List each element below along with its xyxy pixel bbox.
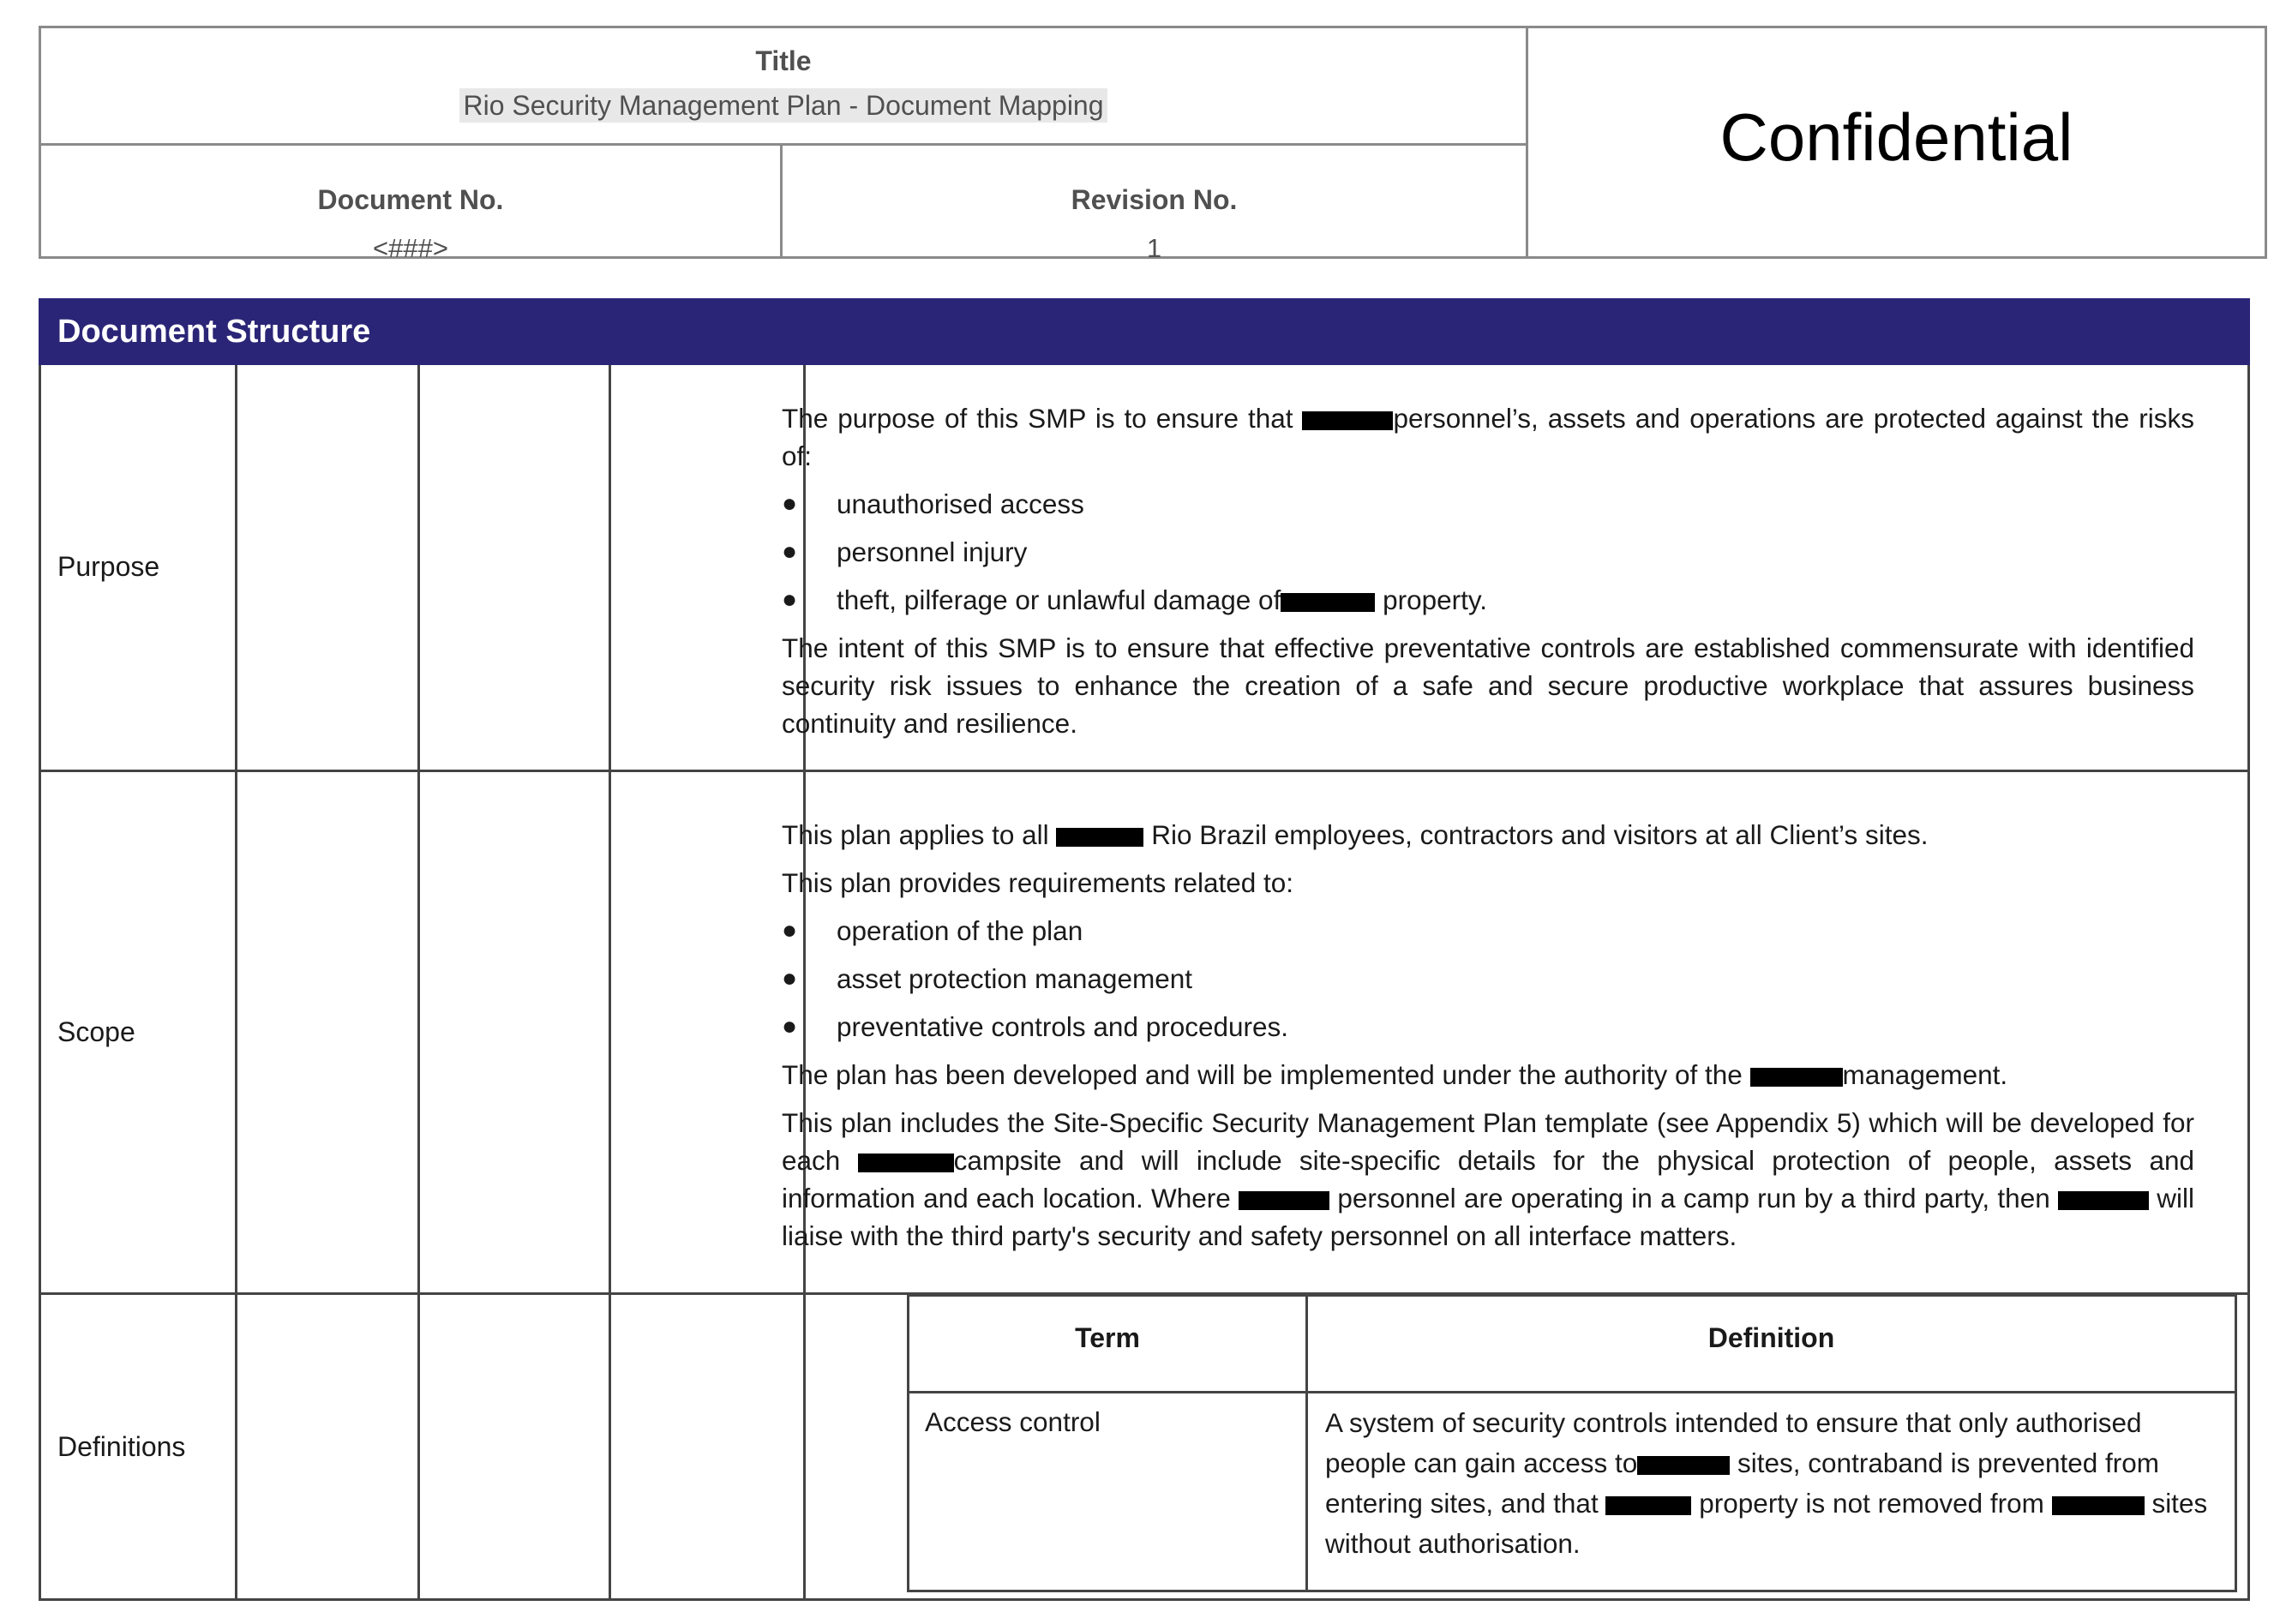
purpose-intro-b: personnel’s, assets and operations are protected against the risks of: — [782, 403, 2194, 471]
revision-no-value: 1 — [1146, 233, 1162, 263]
scope-provides: This plan provides requirements related to: — [782, 867, 1294, 898]
redaction-bar — [858, 1154, 954, 1172]
grid-v0 — [39, 365, 41, 1601]
document-no-value: <###> — [373, 233, 448, 263]
list-item — [782, 581, 2194, 619]
bullet-icon: ● — [782, 585, 798, 614]
document-title: Rio Security Management Plan - Document Mapping — [459, 88, 1107, 123]
list-item — [782, 912, 2194, 950]
scope-content — [782, 816, 2194, 1255]
list-item — [782, 533, 2194, 571]
document-header — [39, 26, 2267, 263]
redaction-bar — [1605, 1496, 1691, 1515]
term-access-control: Access control — [925, 1406, 1101, 1437]
definition-access-control — [1325, 1403, 2208, 1564]
revision-no-label: Revision No. — [1071, 184, 1238, 215]
bullet-icon: ● — [782, 1012, 798, 1040]
scope-includes — [782, 1104, 2194, 1255]
definition-text-b: sites, contraband is prevented from entering sites, and that — [1325, 1447, 2160, 1519]
bullet-icon: ● — [782, 916, 798, 944]
definition-text-a: A system of security controls intended to ensure that only authorised people can gain access to — [1325, 1407, 2142, 1478]
list-item — [782, 960, 2194, 998]
grid-v3 — [609, 365, 611, 1601]
grid-v1 — [235, 365, 237, 1601]
row-label-scope: Scope — [57, 1016, 135, 1047]
purpose-intro-a: The purpose of this SMP is to ensure that — [782, 403, 1293, 434]
document-no-cell — [41, 146, 780, 263]
definition-text-c: property is not removed from — [1699, 1488, 2044, 1519]
bullet-text: personnel injury — [837, 536, 1028, 567]
definition-text-d: sites without authorisation. — [1325, 1488, 2208, 1559]
section-heading: Document Structure — [39, 298, 2250, 365]
scope-applies-b: Rio Brazil employees, contractors and visitors at all Client’s sites. — [1151, 819, 1929, 850]
purpose-intent: The intent of this SMP is to ensure that effective preventative controls are established commensurate with identified security risk issues to enhance the creation of a safe and secure productive workplace that assures business continuity and resilience. — [782, 632, 2194, 739]
scope-authority-a: The plan has been developed and will be implemented under the authority of the — [782, 1059, 1743, 1090]
purpose-content — [782, 399, 2194, 742]
scope-includes-b: campsite and will include site-specific details for the physical protection of people, assets and information and each location. Where — [782, 1145, 2194, 1214]
definitions-divider-h — [909, 1391, 2235, 1393]
grid-h1 — [39, 770, 2250, 772]
redaction-bar — [1637, 1456, 1730, 1475]
bullet-text: unauthorised access — [837, 488, 1084, 519]
title-cell — [41, 28, 1526, 146]
document-no-label: Document No. — [317, 184, 504, 215]
scope-authority-b: management. — [1842, 1059, 2008, 1090]
row-label-purpose: Purpose — [57, 551, 160, 582]
title-label: Title — [755, 45, 812, 76]
definition-header: Definition — [1707, 1322, 1835, 1353]
grid-v5 — [2247, 365, 2250, 1601]
redaction-bar — [1750, 1068, 1843, 1087]
redaction-bar — [2052, 1496, 2145, 1515]
redaction-bar — [1302, 411, 1393, 430]
list-item — [782, 1008, 2194, 1046]
list-item — [782, 485, 2194, 523]
scope-applies-a: This plan applies to all — [782, 819, 1049, 850]
redaction-bar — [2058, 1191, 2149, 1210]
purpose-intro — [782, 399, 2194, 475]
term-header: Term — [1075, 1322, 1140, 1353]
redaction-bar — [1281, 593, 1375, 612]
title-value-wrap — [41, 90, 1526, 122]
bullet-text-b: property. — [1383, 584, 1488, 615]
bullet-text: operation of the plan — [837, 915, 1083, 946]
row-label-definitions: Definitions — [57, 1431, 186, 1462]
bullet-text: asset protection management — [837, 963, 1192, 994]
redaction-bar — [1056, 828, 1143, 847]
redaction-bar — [1239, 1191, 1329, 1210]
grid-v2 — [417, 365, 420, 1601]
scope-authority — [782, 1056, 2194, 1094]
confidential-label: Confidential — [1719, 99, 2073, 175]
bullet-icon: ● — [782, 964, 798, 992]
bullet-text: preventative controls and procedures. — [837, 1011, 1289, 1042]
definitions-table — [907, 1294, 2237, 1592]
grid-h3 — [39, 1598, 2250, 1601]
scope-applies — [782, 816, 2194, 854]
scope-includes-d: will liaise with the third party's security and safety personnel on all interface matters. — [782, 1183, 2195, 1251]
bullet-text-a: theft, pilferage or unlawful damage of — [837, 584, 1281, 615]
scope-includes-a: This plan includes the Site-Specific Security Management Plan template (see Appendix 5) which will be developed for each — [782, 1107, 2194, 1176]
bullet-icon: ● — [782, 537, 798, 566]
scope-includes-c: personnel are operating in a camp run by a third party, then — [1337, 1183, 2050, 1214]
revision-no-cell — [783, 146, 1526, 263]
bullet-icon: ● — [782, 489, 798, 518]
